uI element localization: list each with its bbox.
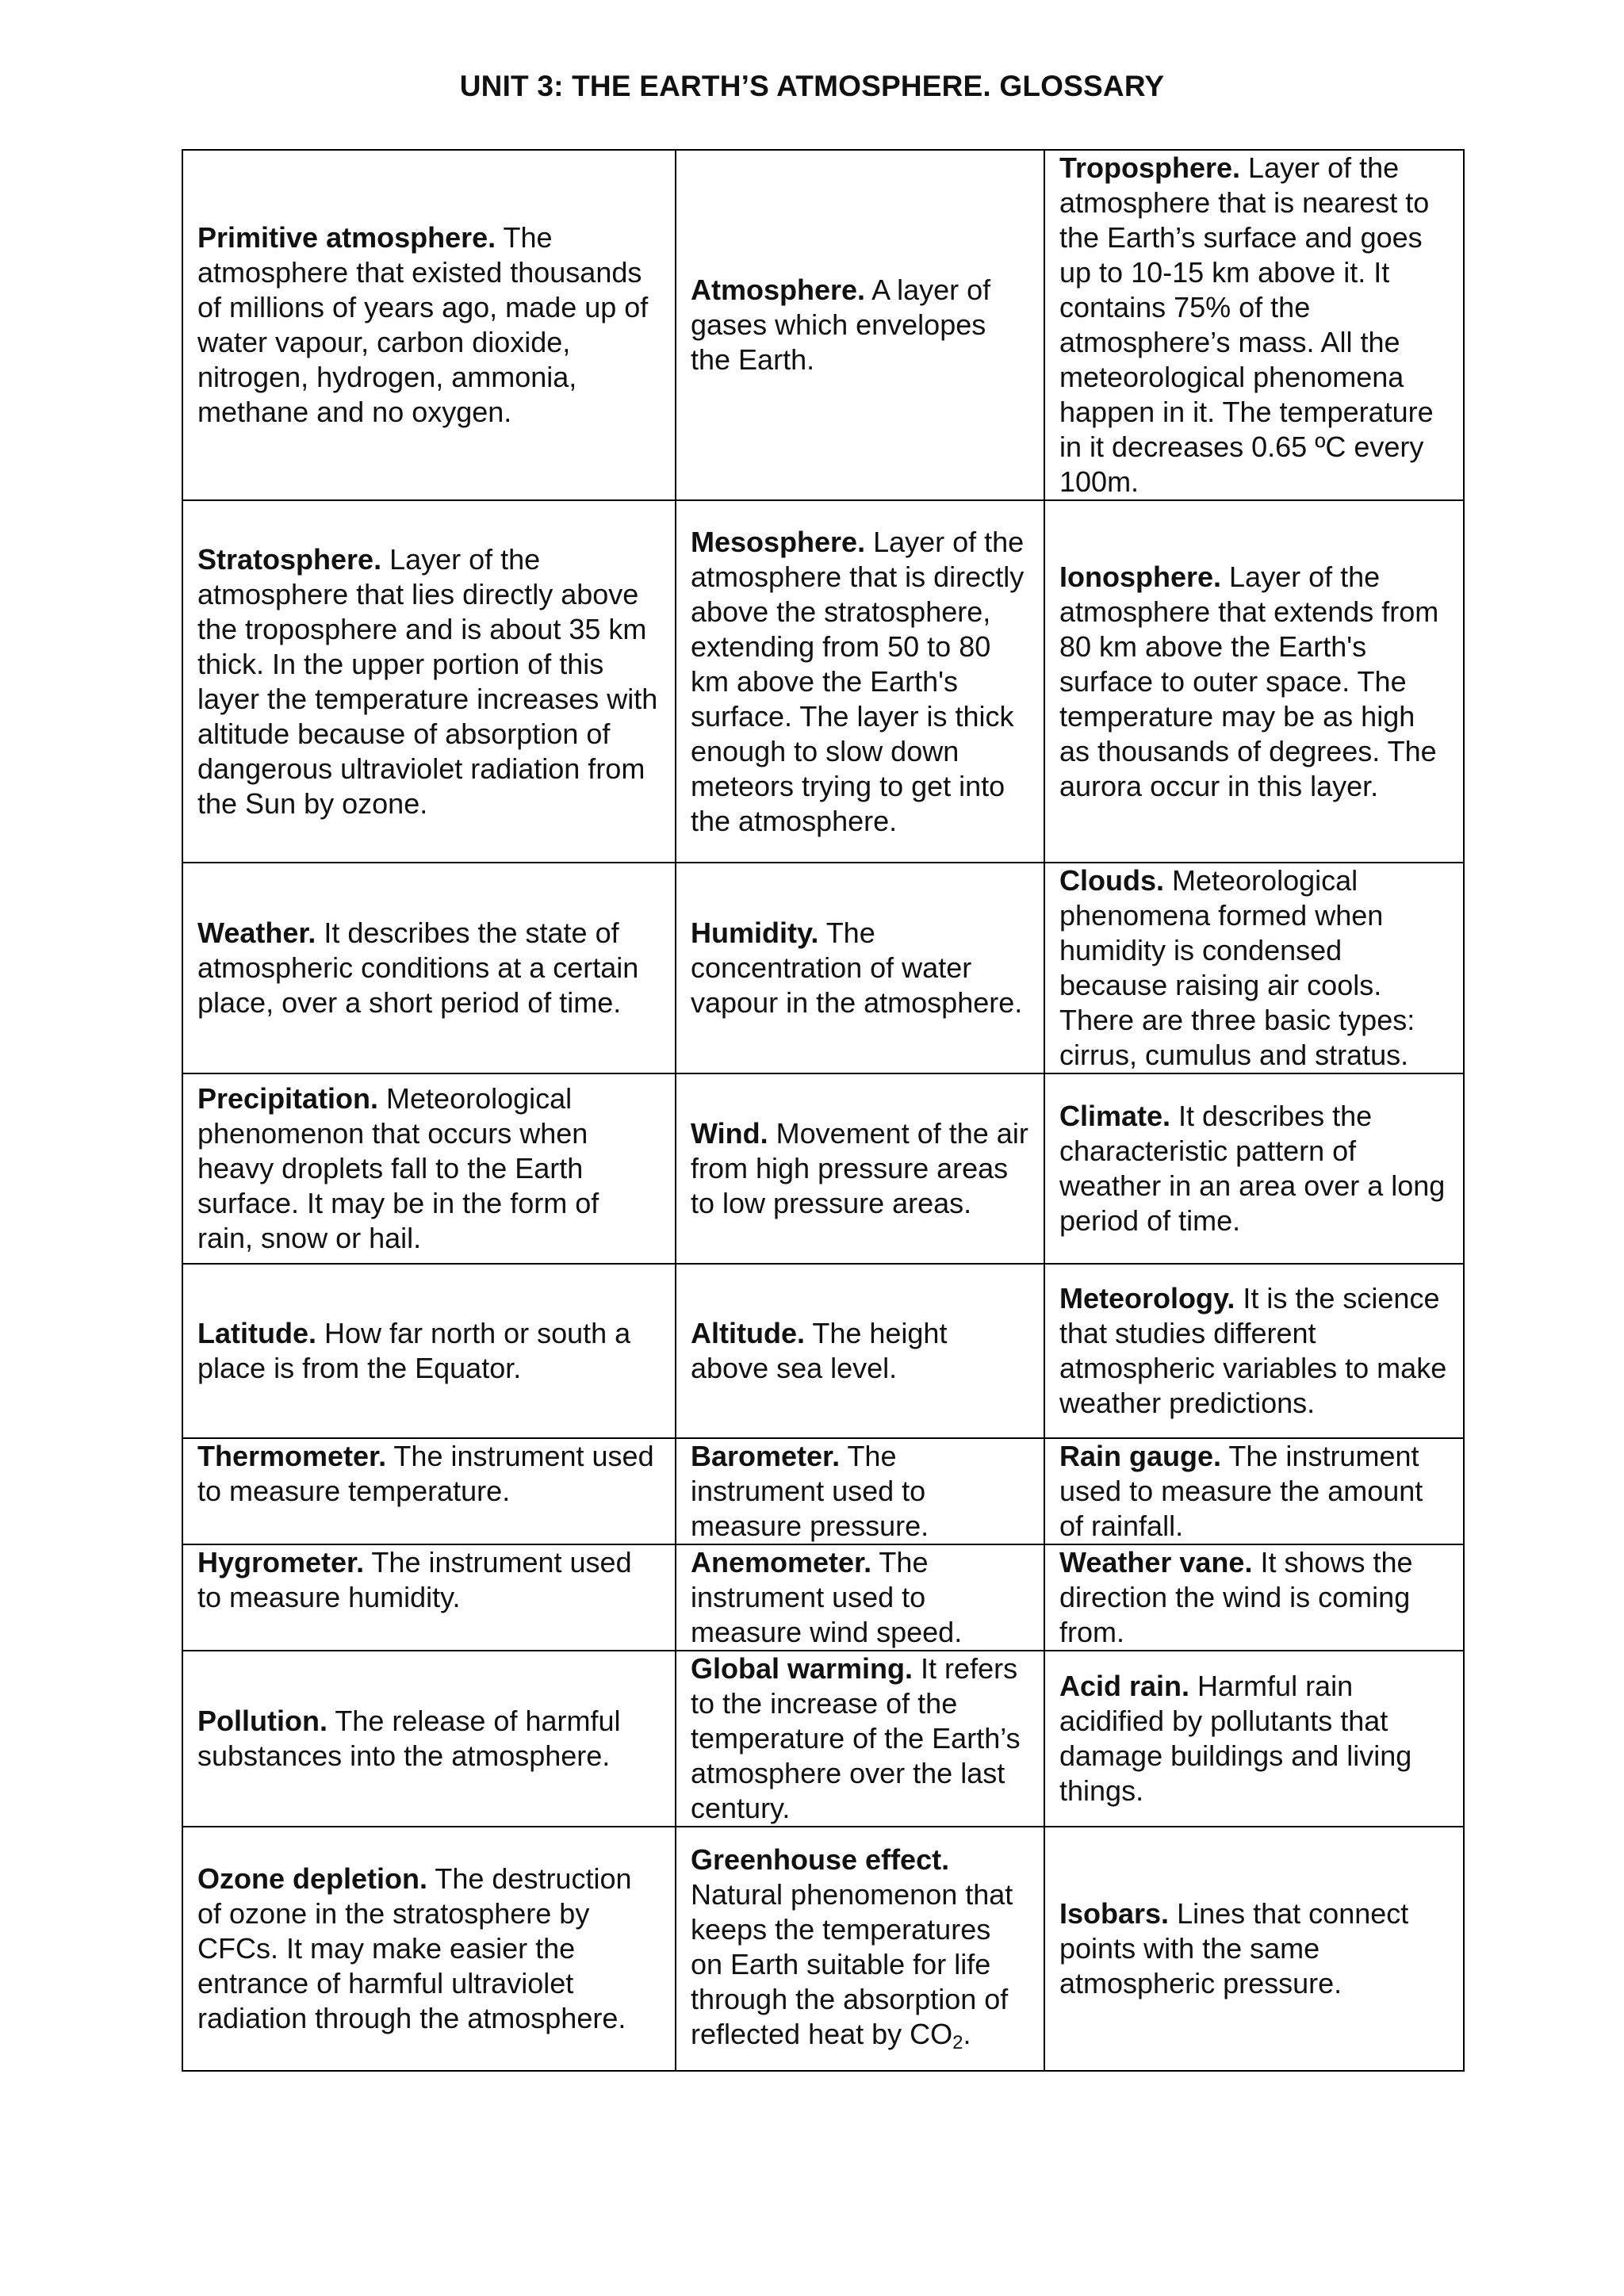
glossary-term: Ozone depletion.: [197, 1862, 428, 1895]
glossary-definition: The instrument used to measure the amount of rainfall.: [1059, 1440, 1423, 1542]
glossary-cell: [1044, 1827, 1464, 2071]
glossary-cell: [1044, 1073, 1464, 1264]
table-row: [182, 150, 1464, 500]
glossary-term: Precipitation.: [197, 1082, 379, 1115]
glossary-cell: [676, 1264, 1044, 1438]
glossary-definition: It describes the state of atmospheric conditions at a certain place, over a short period of time.: [197, 916, 639, 1019]
glossary-table: [182, 149, 1465, 2072]
glossary-cell: [676, 1544, 1044, 1651]
glossary-cell: [676, 500, 1044, 863]
glossary-definition: Layer of the atmosphere that lies directly above the troposphere and is about 35 km thick. In the upper portion of this layer the temperature increases with altitude because of absorption of dangerous ultraviolet radiation from the Sun by ozone.: [197, 542, 658, 820]
glossary-cell: [1044, 150, 1464, 500]
glossary-cell: [676, 1651, 1044, 1827]
table-row: [182, 500, 1464, 863]
glossary-cell: [182, 1827, 676, 2071]
glossary-cell: [1044, 1264, 1464, 1438]
glossary-definition: It describes the characteristic pattern of weather in an area over a long period of time.: [1059, 1100, 1446, 1237]
glossary-term: Isobars.: [1059, 1897, 1170, 1930]
glossary-definition: The destruction of ozone in the stratosphere by CFCs. It may make easier the entrance of harmful ultraviolet radiation through the atmosphere.: [197, 1862, 632, 2034]
glossary-cell: [676, 863, 1044, 1073]
glossary-cell: [1044, 863, 1464, 1073]
glossary-cell: [182, 1438, 676, 1544]
table-row: [182, 1438, 1464, 1544]
glossary-term: Pollution.: [197, 1705, 327, 1737]
glossary-definition: A layer of gases which envelopes the Earth.: [691, 274, 991, 376]
glossary-definition: Layer of the atmosphere that is directly above the stratosphere, extending from 50 to 80 km above the Earth's surface. The layer is thick enough to slow down meteors trying to get into the atmosphere.: [691, 525, 1025, 837]
glossary-term: Global warming.: [691, 1652, 914, 1685]
glossary-definition: The instrument used to measure humidity.: [197, 1546, 632, 1613]
glossary-term: Climate.: [1059, 1100, 1171, 1132]
glossary-definition: The concentration of water vapour in the atmosphere.: [691, 916, 1023, 1019]
glossary-term: Clouds.: [1059, 864, 1164, 897]
glossary-definition-tail: .: [963, 2017, 971, 2050]
table-row: [182, 1264, 1464, 1438]
glossary-term: Thermometer.: [197, 1440, 387, 1472]
glossary-definition: It shows the direction the wind is coming from.: [1059, 1546, 1413, 1648]
glossary-cell: [676, 150, 1044, 500]
glossary-definition: It is the science that studies different atmospheric variables to make weather predictions.: [1059, 1282, 1447, 1419]
glossary-term: Altitude.: [691, 1317, 805, 1349]
table-row: [182, 1544, 1464, 1651]
glossary-definition: Lines that connect points with the same atmospheric pressure.: [1059, 1897, 1409, 1999]
glossary-definition: The atmosphere that existed thousands of millions of years ago, made up of water vapour, carbon dioxide, nitrogen, hydrogen, ammonia, methane and no oxygen.: [197, 221, 649, 428]
glossary-cell: [1044, 1438, 1464, 1544]
glossary-cell: [676, 1827, 1044, 2071]
glossary-term: Anemometer.: [691, 1546, 872, 1578]
glossary-cell: [182, 150, 676, 500]
page-title: UNIT 3: THE EARTH’S ATMOSPHERE. GLOSSARY: [459, 70, 1165, 102]
table-row: [182, 1827, 1464, 2071]
glossary-definition: How far north or south a place is from the Equator.: [197, 1317, 631, 1384]
glossary-cell: [182, 1264, 676, 1438]
glossary-definition: The instrument used to measure temperature.: [197, 1440, 654, 1507]
glossary-cell: [1044, 500, 1464, 863]
glossary-definition: Meteorological phenomena formed when humidity is condensed because raising air cools. There are three basic types: cirrus, cumulus and stratus.: [1059, 864, 1415, 1071]
glossary-term: Barometer.: [691, 1440, 841, 1472]
glossary-cell: [676, 1073, 1044, 1264]
glossary-term: Mesosphere.: [691, 525, 866, 558]
glossary-term: Weather.: [197, 916, 316, 949]
subscript-two: 2: [952, 2031, 963, 2053]
glossary-definition: Natural phenomenon that keeps the temperatures on Earth suitable for life through the absorption of reflected heat by CO: [691, 1877, 1013, 2050]
glossary-term: Primitive atmosphere.: [197, 221, 496, 254]
glossary-definition: Harmful rain acidified by pollutants that damage buildings and living things.: [1059, 1670, 1412, 1807]
table-row: [182, 863, 1464, 1073]
glossary-definition: The height above sea level.: [691, 1317, 948, 1384]
glossary-cell: [1044, 1544, 1464, 1651]
glossary-term: Stratosphere.: [197, 542, 382, 576]
glossary-term: Atmosphere.: [691, 274, 866, 306]
glossary-term: Meteorology.: [1059, 1282, 1235, 1314]
glossary-cell: [182, 500, 676, 863]
glossary-definition: The release of harmful substances into the atmosphere.: [197, 1705, 621, 1772]
glossary-term: Troposphere.: [1059, 151, 1241, 184]
glossary-term: Humidity.: [691, 916, 819, 949]
glossary-term: Wind.: [691, 1117, 768, 1150]
glossary-term: Ionosphere.: [1059, 560, 1222, 593]
glossary-definition: It refers to the increase of the temperature of the Earth’s atmosphere over the last century.: [691, 1652, 1021, 1824]
glossary-definition: The instrument used to measure pressure.: [691, 1440, 929, 1542]
glossary-cell: [182, 1651, 676, 1827]
glossary-term: Weather vane.: [1059, 1546, 1253, 1578]
glossary-term: Rain gauge.: [1059, 1440, 1222, 1472]
glossary-term: Hygrometer.: [197, 1546, 365, 1578]
glossary-cell: [182, 863, 676, 1073]
glossary-cell: [182, 1073, 676, 1264]
glossary-term: Greenhouse effect.: [691, 1843, 950, 1876]
glossary-definition: The instrument used to measure wind speed.: [691, 1546, 963, 1648]
glossary-term: Acid rain.: [1059, 1670, 1190, 1702]
glossary-cell: [182, 1544, 676, 1651]
table-row: [182, 1073, 1464, 1264]
glossary-definition: Movement of the air from high pressure areas to low pressure areas.: [691, 1117, 1028, 1219]
glossary-definition: Layer of the atmosphere that extends from 80 km above the Earth's surface to outer space. The temperature may be as high as thousands of degrees. The aurora occur in this layer.: [1059, 560, 1439, 802]
glossary-cell: [1044, 1651, 1464, 1827]
table-row: [182, 1651, 1464, 1827]
glossary-cell: [676, 1438, 1044, 1544]
glossary-definition: Layer of the atmosphere that is nearest to the Earth’s surface and goes up to 10-15 km above it. It contains 75% of the atmosphere’s mass. All the meteorological phenomena happen in it. The temperature in it decreases 0.65 ºC every 100m.: [1059, 151, 1434, 498]
glossary-definition: Meteorological phenomenon that occurs when heavy droplets fall to the Earth surface. It may be in the form of rain, snow or hail.: [197, 1082, 599, 1254]
glossary-term: Latitude.: [197, 1317, 316, 1349]
